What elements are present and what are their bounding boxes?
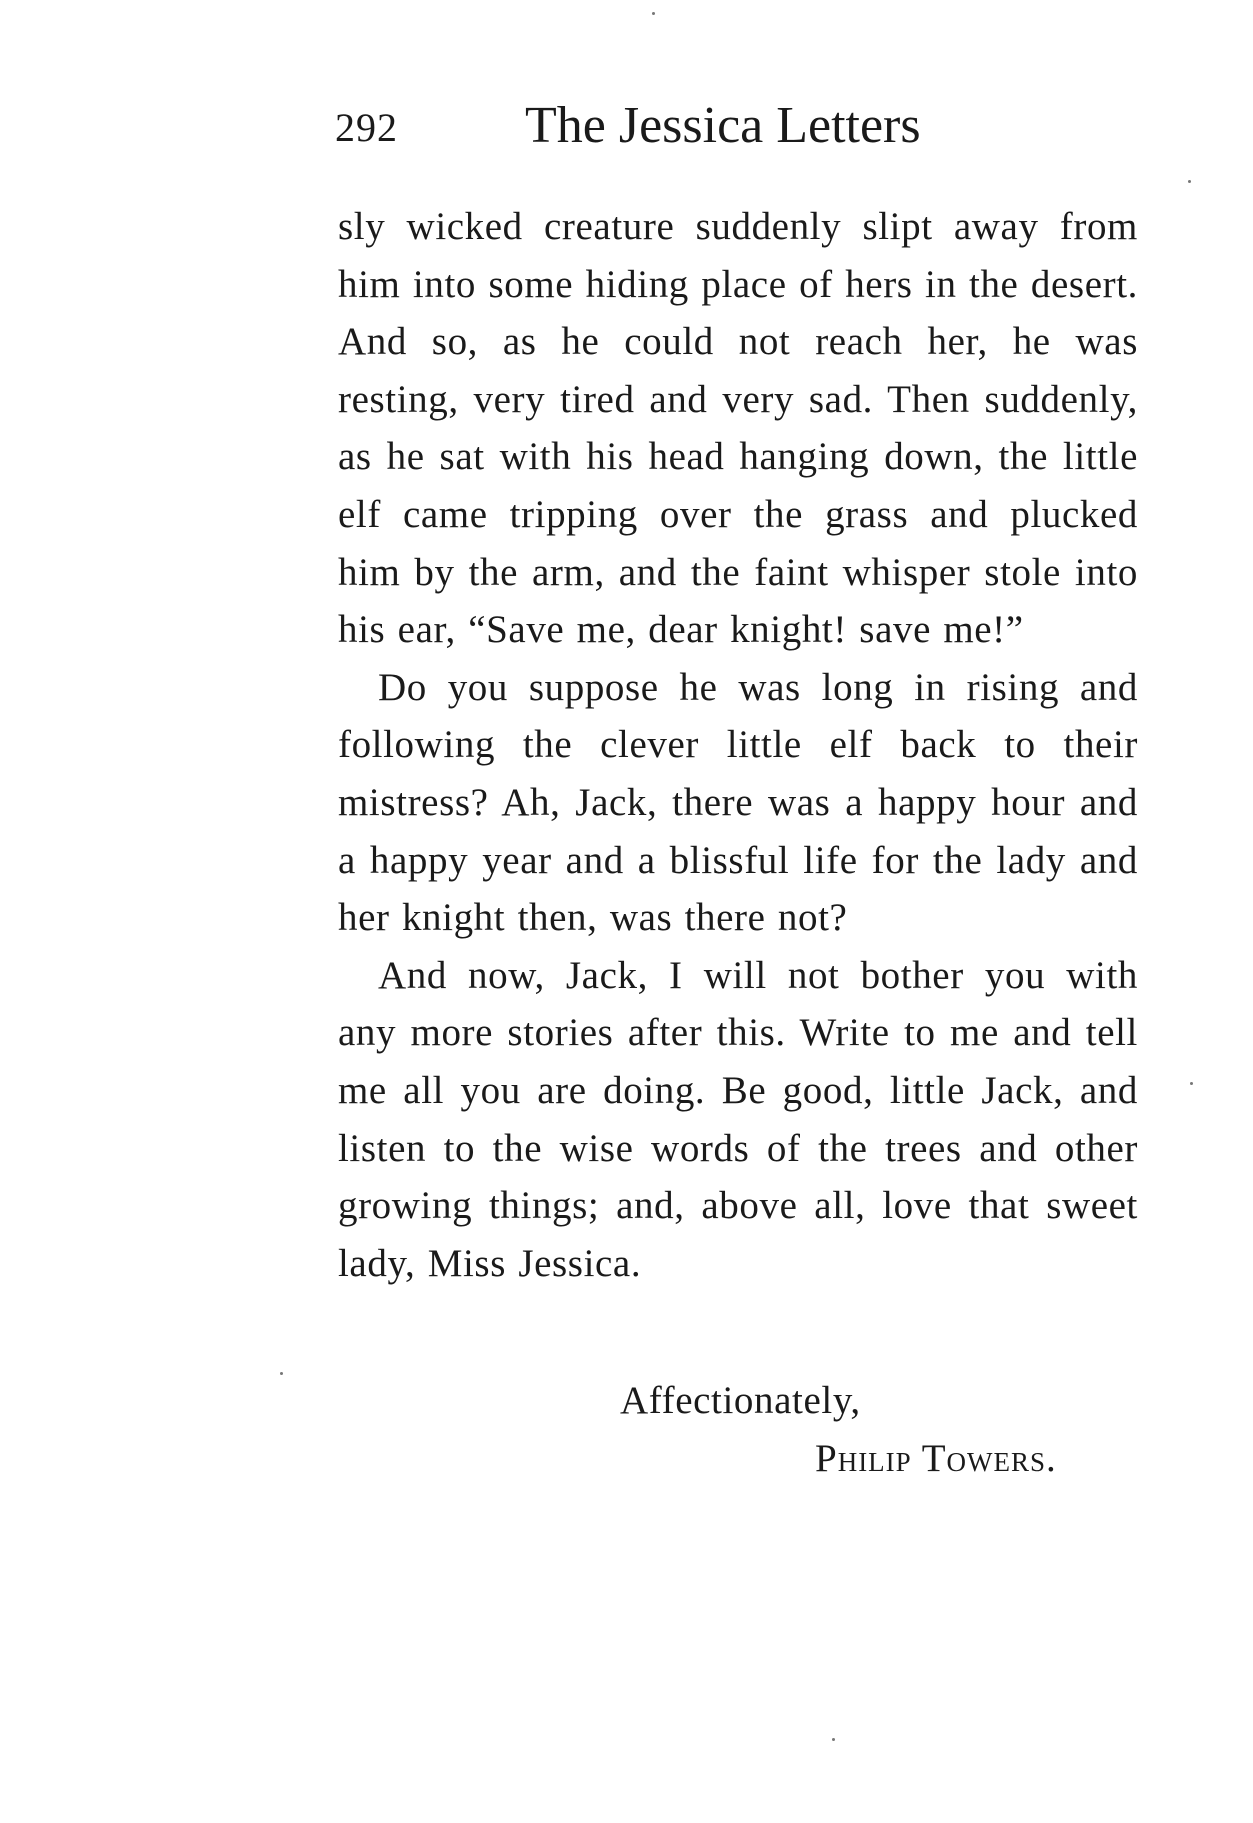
letter-signature: Philip Towers. xyxy=(815,1437,1057,1480)
letter-closing: Affectionately, xyxy=(620,1379,861,1422)
paper-speck xyxy=(1188,180,1191,183)
running-head xyxy=(335,96,1145,166)
paragraph-suppose: Do you suppose he was long in rising and following the clever little elf back to their mistress? Ah, Jack, there was a happy hour and a happy year and a blissful life for the lady and her knight then, was there not? xyxy=(338,665,1138,940)
body-text xyxy=(338,198,1138,1292)
paragraph-and-now: And now, Jack, I will not bother you with any more stories after this. Write to me and tell me all you are doing. Be good, little Jack, and listen to the wise words of the trees and other growing things; and, above all, love that sweet lady, Miss Jessica. xyxy=(338,953,1138,1285)
paper-speck xyxy=(652,12,655,15)
paper-speck xyxy=(832,1738,835,1741)
paragraph-continued: sly wicked creature suddenly slipt away from him into some hiding place of hers in the desert. And so, as he could not reach her, he was resting, very tired and very sad. Then suddenly, as he sat with his head hanging down, the little elf came tripping over the grass and plucked him by the arm, and the faint whisper stole into his ear, “Save me, dear knight! save me!” xyxy=(338,205,1138,652)
paper-speck xyxy=(280,1372,283,1375)
paper-speck xyxy=(1190,1082,1193,1085)
page-number: 292 xyxy=(335,105,398,150)
running-title: The Jessica Letters xyxy=(525,97,921,154)
